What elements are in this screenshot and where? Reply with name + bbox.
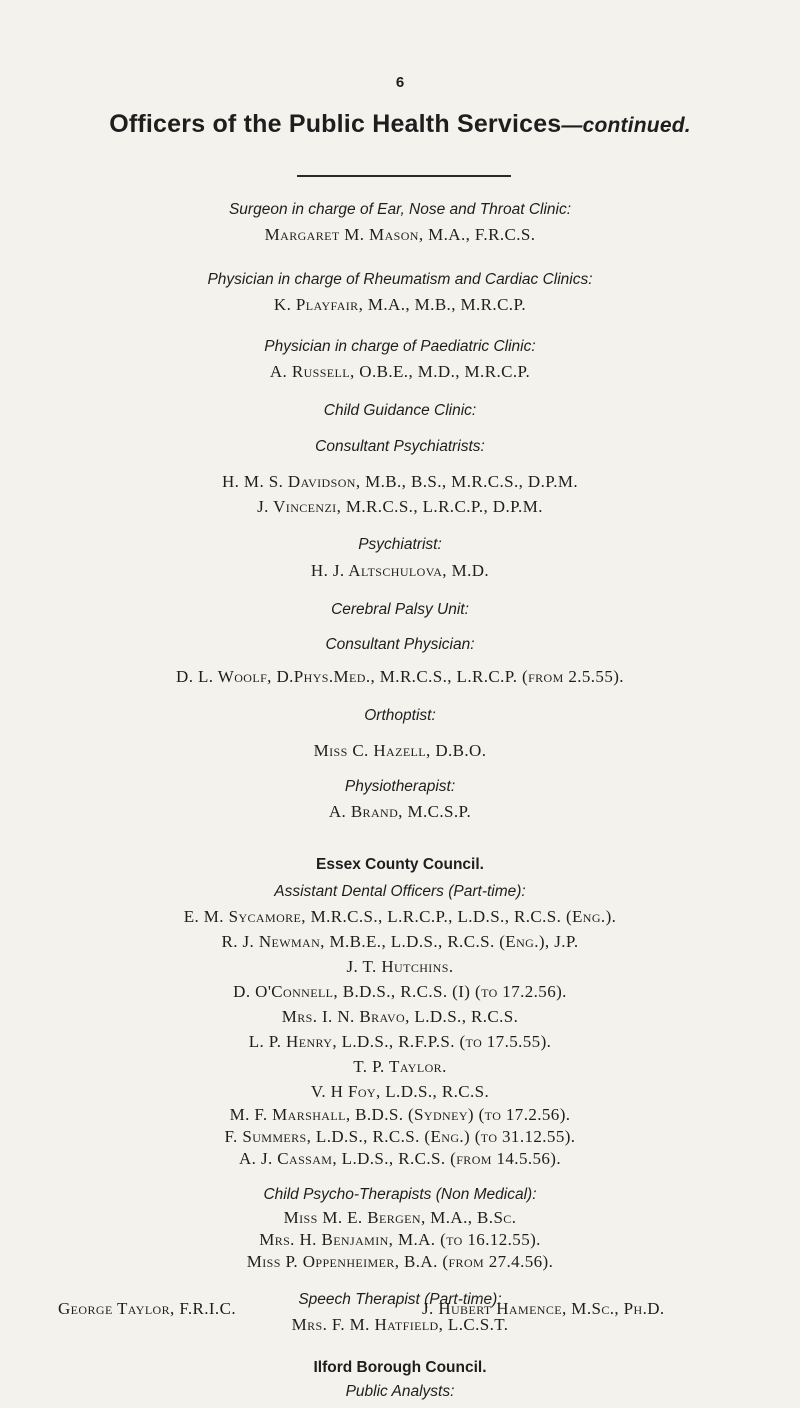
officer-name: J. Vincenzi, M.R.C.S., L.R.C.P., D.P.M. — [257, 497, 543, 516]
officer-name: F. Summers, L.D.S., R.C.S. (Eng.) (to 31.12.55). — [224, 1127, 576, 1146]
officer-name: M. F. Marshall, B.D.S. (Sydney) (to 17.2.56). — [229, 1105, 571, 1124]
officer-name: Miss C. Hazell, D.B.O. — [313, 741, 487, 760]
officer-name: L. P. Henry, L.D.S., R.F.P.S. (to 17.5.55). — [248, 1032, 552, 1051]
role-label: Cerebral Palsy Unit: — [331, 601, 469, 618]
officer-name: A. Russell, O.B.E., M.D., M.R.C.P. — [269, 362, 531, 381]
officer-name: D. L. Woolf, D.Phys.Med., M.R.C.S., L.R.C.P. (from 2.5.55). — [176, 667, 624, 686]
officer-name: J. T. Hutchins. — [346, 957, 454, 976]
page-title — [0, 110, 800, 139]
role-label: Child Guidance Clinic: — [323, 402, 477, 419]
role-label: Speech Therapist (Part-time): — [298, 1291, 502, 1308]
page-number: 6 — [395, 74, 405, 91]
officer-name: K. Playfair, M.A., M.B., M.R.C.P. — [273, 295, 527, 314]
officer-name: Miss M. E. Bergen, M.A., B.Sc. — [283, 1208, 517, 1227]
officer-name: Margaret M. Mason, M.A., F.R.C.S. — [264, 225, 536, 244]
role-label: Consultant Physician: — [325, 636, 475, 653]
role-label: Psychiatrist: — [358, 536, 442, 553]
role-label: Physician in charge of Paediatric Clinic: — [264, 338, 536, 355]
title-main: Officers of the Public Health Services — [109, 110, 562, 138]
officer-name: A. Brand, M.C.S.P. — [328, 802, 472, 821]
officer-name: D. O'Connell, B.D.S., R.C.S. (I) (to 17.2.56). — [233, 982, 567, 1001]
officer-name: Mrs. H. Benjamin, M.A. (to 16.12.55). — [259, 1230, 541, 1249]
officer-name: Mrs. F. M. Hatfield, L.C.S.T. — [291, 1315, 509, 1334]
title-divider — [297, 175, 511, 177]
role-label: Child Psycho-Therapists (Non Medical): — [263, 1186, 537, 1203]
role-label: Consultant Psychiatrists: — [315, 438, 485, 455]
officer-name: H. M. S. Davidson, M.B., B.S., M.R.C.S., D.P.M. — [221, 472, 579, 491]
role-label: Assistant Dental Officers (Part-time): — [274, 883, 526, 900]
officer-name: E. M. Sycamore, M.R.C.S., L.R.C.P., L.D.S., R.C.S. (Eng.). — [183, 907, 617, 926]
role-label: Public Analysts: — [345, 1383, 455, 1400]
officer-name: H. J. Altschulova, M.D. — [310, 561, 490, 580]
analyst-hubert-hamence: J. Hubert Hamence, M.Sc., Ph.D. — [422, 1299, 665, 1318]
officer-name: Mrs. I. N. Bravo, L.D.S., R.C.S. — [281, 1007, 519, 1026]
officer-name: V. H Foy, L.D.S., R.C.S. — [310, 1082, 490, 1101]
role-label: Orthoptist: — [364, 707, 436, 724]
officer-name: T. P. Taylor. — [353, 1057, 447, 1076]
role-label: Surgeon in charge of Ear, Nose and Throat Clinic: — [228, 201, 572, 218]
officer-name: Miss P. Oppenheimer, B.A. (from 27.4.56). — [246, 1252, 554, 1271]
role-label: Physician in charge of Rheumatism and Cardiac Clinics: — [207, 271, 593, 288]
role-label: Physiotherapist: — [344, 778, 456, 795]
officer-name: A. J. Cassam, L.D.S., R.C.S. (from 14.5.56). — [238, 1149, 561, 1168]
analyst-george-taylor: George Taylor, F.R.I.C. — [58, 1299, 236, 1318]
title-continued: —continued. — [561, 114, 691, 137]
section-heading: Ilford Borough Council. — [313, 1359, 487, 1376]
section-heading: Essex County Council. — [316, 856, 484, 873]
officer-name: R. J. Newman, M.B.E., L.D.S., R.C.S. (Eng.), J.P. — [221, 932, 579, 951]
